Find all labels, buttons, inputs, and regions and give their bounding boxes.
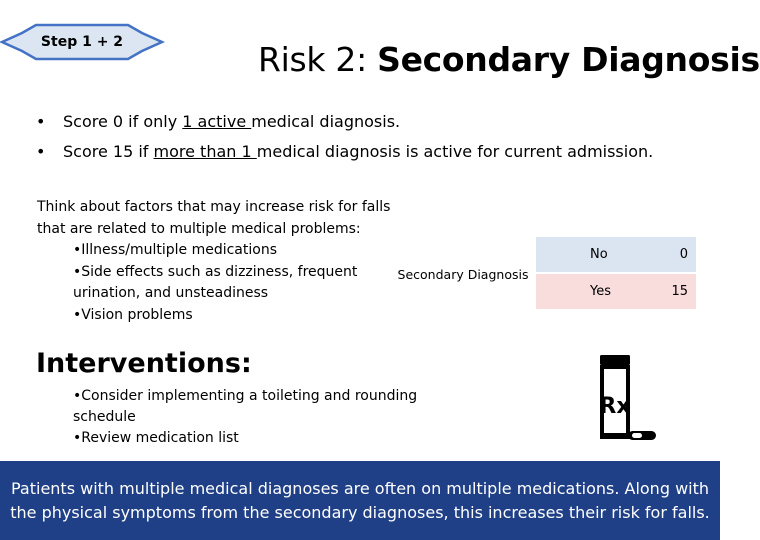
- bullet-marker: •: [36, 112, 46, 131]
- step-label: Step 1 + 2: [40, 34, 124, 50]
- intervention-item: •Consider implementing a toileting and rounding schedule: [73, 388, 418, 425]
- bullet-text-post: medical diagnosis is active for current admission.: [256, 142, 654, 161]
- bullet-marker: •: [36, 142, 46, 161]
- bullet-text-post: medical diagnosis.: [251, 112, 401, 131]
- step-badge: [0, 22, 164, 62]
- score-option-answer: No: [590, 247, 608, 262]
- scoring-bullet: [36, 107, 653, 137]
- page-title: [258, 40, 760, 79]
- bullet-text-underlined: more than 1: [153, 142, 257, 161]
- bullet-text-pre: Score 0 if only: [63, 112, 183, 131]
- page-title-bold: Secondary Diagnosis: [377, 40, 760, 79]
- page-title-regular: Risk 2:: [258, 40, 378, 79]
- score-option-no: [536, 237, 696, 274]
- bullet-text-pre: Score 15 if: [63, 142, 154, 161]
- bullet-text-underlined: 1 active: [182, 112, 252, 131]
- intervention-item: •Review medication list: [73, 430, 239, 446]
- scoring-bullets: [36, 107, 653, 167]
- risk-factor-item: •Illness/multiple medications: [73, 242, 277, 259]
- score-option-yes: [536, 274, 696, 309]
- summary-banner-text: Patients with multiple medical diagnoses are often on multiple medications. Along with the physical symptoms from the secondary diagnoses, this increases their risk for falls.: [10, 478, 710, 522]
- risk-factor-item: •Vision problems: [73, 306, 193, 323]
- prescription-bottle-icon: [598, 353, 660, 447]
- scoring-bullet: [36, 137, 653, 167]
- risk-factors: [37, 197, 417, 327]
- score-option-answer: Yes: [590, 284, 611, 299]
- score-option-value: 0: [679, 247, 688, 262]
- summary-banner: [0, 461, 720, 540]
- interventions-list: [73, 386, 453, 449]
- rx-glyph: Rx: [599, 394, 631, 419]
- score-option-value: 15: [671, 284, 688, 299]
- interventions-heading: Interventions:: [36, 348, 252, 379]
- risk-factor-item: •Side effects such as dizziness, frequent urination, and unsteadiness: [73, 263, 358, 302]
- score-table-row-label: Secondary Diagnosis: [390, 237, 536, 311]
- risk-factors-intro: Think about factors that may increase risk for falls that are related to multiple medical problems:: [37, 199, 391, 237]
